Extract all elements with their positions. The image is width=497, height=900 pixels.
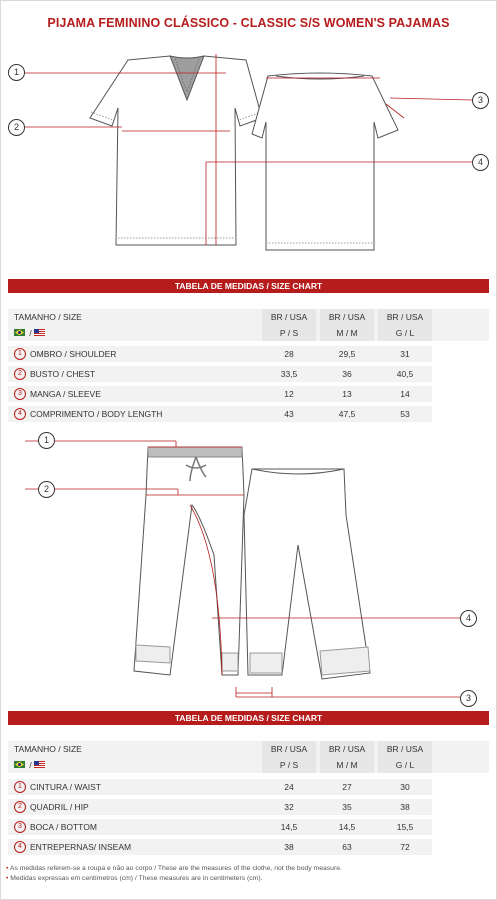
- cell-value: 29,5: [338, 349, 356, 359]
- cell-value: 35: [342, 802, 352, 812]
- cell-value: 38: [400, 802, 410, 812]
- size-code: M / M: [336, 328, 358, 338]
- pants-back-icon: [244, 469, 370, 679]
- row-label: QUADRIL / HIP: [30, 802, 89, 812]
- callout-hip: 2: [38, 481, 55, 498]
- cell-value: 53: [400, 409, 410, 419]
- callout-waist: 1: [38, 432, 55, 449]
- size-label: TAMANHO / SIZE: [14, 312, 82, 322]
- size-code: P / S: [279, 328, 299, 338]
- table-row: [8, 366, 489, 382]
- table-row: [8, 819, 489, 835]
- table-row: [8, 386, 489, 402]
- flags: [14, 757, 47, 773]
- row-number: 4: [14, 841, 26, 853]
- cell-value: 63: [342, 842, 352, 852]
- region-label: BR / USA: [328, 744, 366, 754]
- region-label: BR / USA: [386, 312, 424, 322]
- cell-value: 33,5: [280, 369, 298, 379]
- callout-body-length: 4: [472, 154, 489, 171]
- size-code: G / L: [395, 760, 415, 770]
- footnotes: [6, 864, 342, 884]
- cell-value: 38: [284, 842, 294, 852]
- cell-value: 14,5: [338, 822, 356, 832]
- bottom-size-chart-band: TABELA DE MEDIDAS / SIZE CHART: [8, 711, 489, 725]
- pants-illustration: [0, 425, 497, 710]
- cell-value: 32: [284, 802, 294, 812]
- cell-value: 31: [400, 349, 410, 359]
- size-code: P / S: [279, 760, 299, 770]
- footnote: [6, 864, 342, 874]
- row-label: BUSTO / CHEST: [30, 369, 96, 379]
- table-row: [8, 779, 489, 795]
- cell-value: 15,5: [396, 822, 414, 832]
- callout-sleeve: 3: [472, 92, 489, 109]
- size-code: G / L: [395, 328, 415, 338]
- cell-value: 13: [342, 389, 352, 399]
- table-size-row: [8, 757, 489, 773]
- size-code: M / M: [336, 760, 358, 770]
- footnote: [6, 874, 342, 884]
- table-row: [8, 799, 489, 815]
- row-label: BOCA / BOTTOM: [30, 822, 97, 832]
- cell-value: 28: [284, 349, 294, 359]
- footnote-text: Medidas expressas em centímetros (cm) / These measures are in centimeters (cm).: [10, 875, 263, 882]
- cell-value: 36: [342, 369, 352, 379]
- row-number: 3: [14, 388, 26, 400]
- table-header-row: [8, 309, 489, 325]
- row-number: 2: [14, 801, 26, 813]
- row-number: 1: [14, 348, 26, 360]
- cell-value: 47,5: [338, 409, 356, 419]
- row-number: 1: [14, 781, 26, 793]
- cell-value: 43: [284, 409, 294, 419]
- table-row: [8, 346, 489, 362]
- row-label: MANGA / SLEEVE: [30, 389, 101, 399]
- tshirt-back-icon: [252, 73, 398, 250]
- region-label: BR / USA: [270, 312, 308, 322]
- brazil-flag-icon: [14, 329, 25, 336]
- region-label: BR / USA: [328, 312, 366, 322]
- cell-value: 14: [400, 389, 410, 399]
- callout-chest: 2: [8, 119, 25, 136]
- cell-value: 40,5: [396, 369, 414, 379]
- table-row: [8, 839, 489, 855]
- table-header-row: [8, 741, 489, 757]
- region-label: BR / USA: [270, 744, 308, 754]
- flags-separator: /: [29, 760, 32, 770]
- cell-value: 14,5: [280, 822, 298, 832]
- tshirt-front-icon: [90, 56, 262, 245]
- footnote-bullet: •: [6, 865, 9, 872]
- callout-shoulder: 1: [8, 64, 25, 81]
- cell-value: 30: [400, 782, 410, 792]
- flags: [14, 325, 47, 341]
- callout-bottom: 3: [460, 690, 477, 707]
- row-number: 3: [14, 821, 26, 833]
- callout-inseam: 4: [460, 610, 477, 627]
- usa-flag-icon: [34, 329, 45, 336]
- table-size-row: [8, 325, 489, 341]
- row-label: CINTURA / WAIST: [30, 782, 101, 792]
- cell-value: 72: [400, 842, 410, 852]
- row-label: ENTREPERNAS/ INSEAM: [30, 842, 132, 852]
- region-label: BR / USA: [386, 744, 424, 754]
- footnote-bullet: •: [6, 875, 9, 882]
- page-title: PIJAMA FEMININO CLÁSSICO - CLASSIC S/S WOMEN'S PAJAMAS: [47, 16, 450, 30]
- tshirt-illustration: [0, 40, 497, 265]
- footnote-text: As medidas referem-se a roupa e não ao corpo / These are the measures of the clothe, not the body measure.: [9, 865, 342, 872]
- pants-front-icon: [134, 447, 244, 675]
- row-label: OMBRO / SHOULDER: [30, 349, 117, 359]
- table-row: [8, 406, 489, 422]
- row-number: 4: [14, 408, 26, 420]
- cell-value: 12: [284, 389, 294, 399]
- size-label: TAMANHO / SIZE: [14, 744, 82, 754]
- top-size-chart-band: TABELA DE MEDIDAS / SIZE CHART: [8, 279, 489, 293]
- cell-value: 27: [342, 782, 352, 792]
- row-label: COMPRIMENTO / BODY LENGTH: [30, 409, 163, 419]
- brazil-flag-icon: [14, 761, 25, 768]
- usa-flag-icon: [34, 761, 45, 768]
- flags-separator: /: [29, 328, 32, 338]
- row-number: 2: [14, 368, 26, 380]
- cell-value: 24: [284, 782, 294, 792]
